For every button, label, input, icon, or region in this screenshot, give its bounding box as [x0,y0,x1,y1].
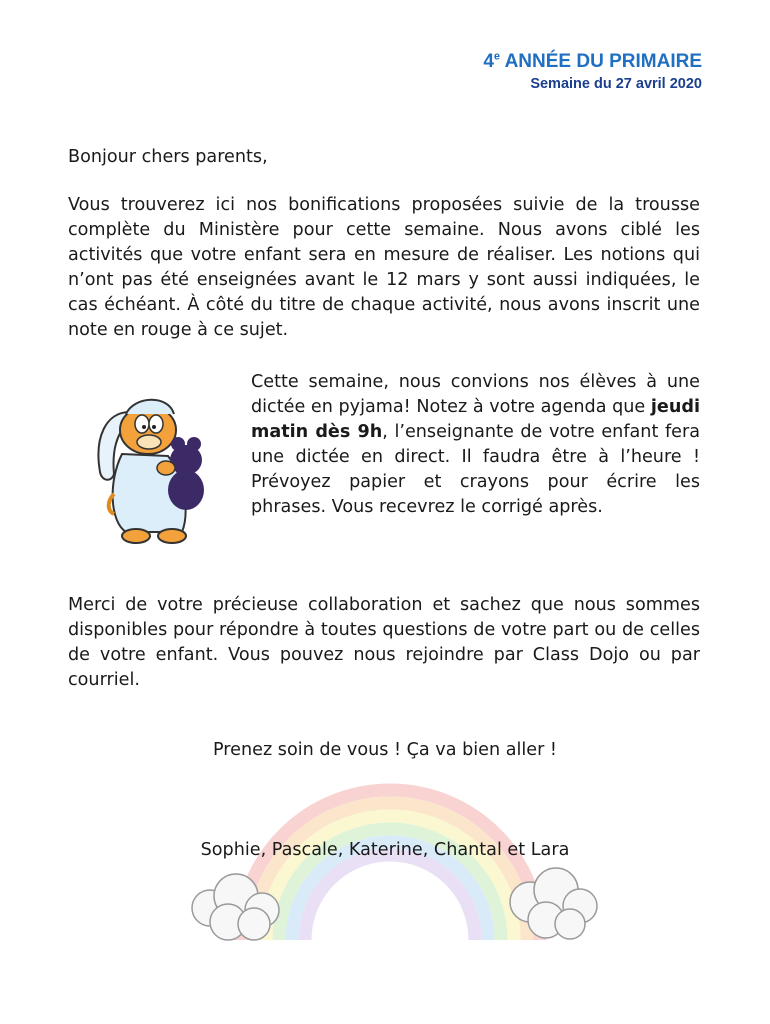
greeting: Bonjour chers parents, [68,147,268,167]
dictation-text-after: , l’enseignante de votre enfant fera une dictée en direct. Il faudra être à l’heure ! Prévoyez papier et crayons pour écrire les phrases. Vous recevrez le corrigé après. [251,422,701,517]
intro-paragraph: Vous trouverez ici nos bonifications proposées suivie de la trousse complète du Ministère pour cette semaine. Nous avons ciblé les activités que votre enfant sera en mesure de réaliser. Les notions qui n’ont pas été enseignées avant le 12 mars y sont aussi indiquées, le cas échéant. À côté du titre de chaque activité, nous avons inscrit une note en rouge à ce sujet. [68,195,700,340]
dictation-text-before: Cette semaine, nous convions nos élèves à une dictée en pyjama! Notez à votre agenda que [251,372,700,417]
thanks-paragraph: Merci de votre précieuse collaboration et sachez que nous sommes disponibles pour répondre à toutes questions de votre part ou de celles de votre enfant. Vous pouvez nous rejoindre par Class Dojo ou par courriel. [68,595,700,690]
garfield-pajama-illustration [86,382,216,547]
week-subtitle: Semaine du 27 avril 2020 [530,76,702,92]
pajama-dictation-paragraph [251,370,700,520]
closing-line: Prenez soin de vous ! Ça va bien aller ! [213,740,557,760]
grade-number: 4 [483,51,494,72]
grade-suffix: e [493,50,501,63]
rainbow-clouds-illustration [170,740,610,990]
grade-label: ANNÉE DU PRIMAIRE [500,51,702,72]
dictation-time: jeudi matin dès 9h [251,397,700,442]
signature-line: Sophie, Pascale, Katerine, Chantal et Lara [200,840,570,860]
document-header [483,50,702,94]
grade-title [483,50,702,74]
